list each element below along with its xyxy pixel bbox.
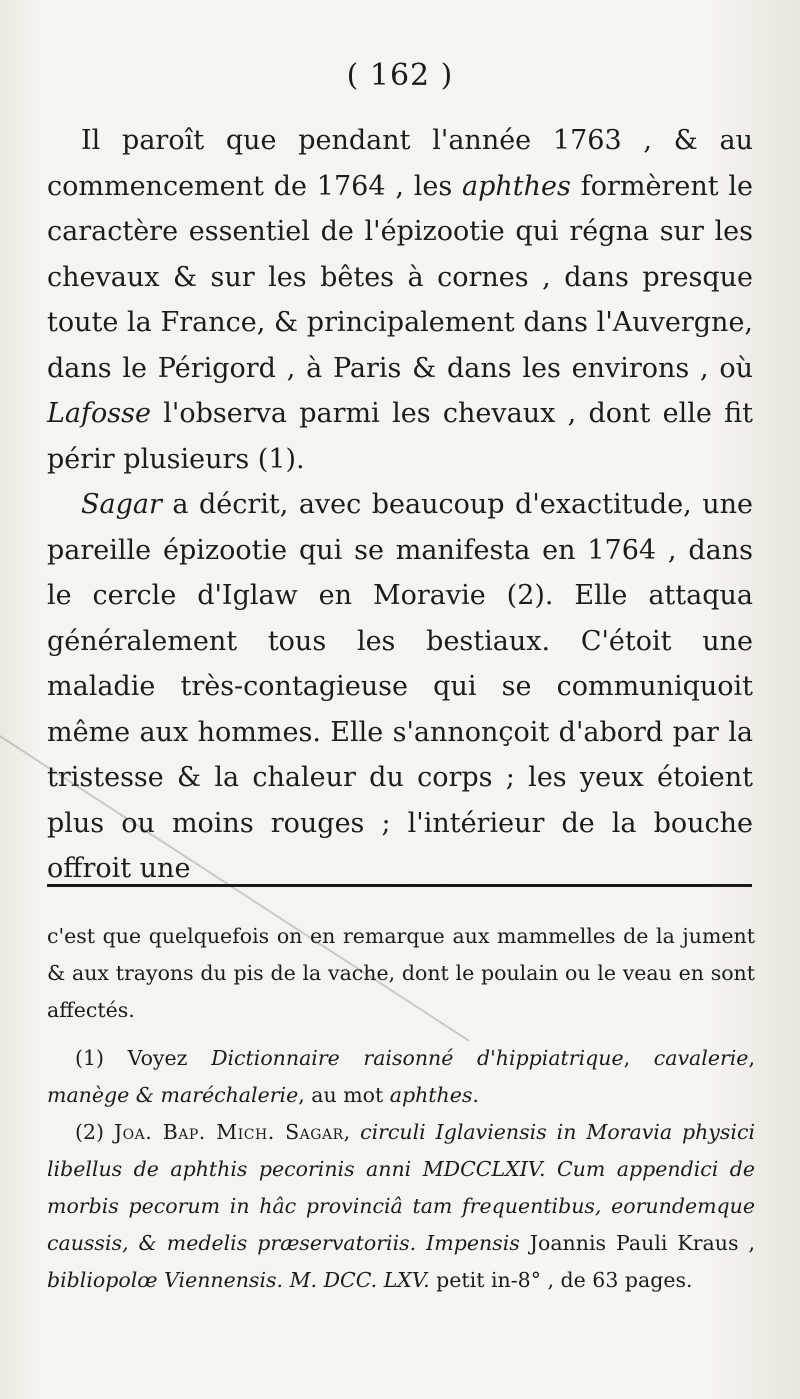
footnote-rule — [47, 884, 752, 887]
italic-run: Sagar — [81, 489, 162, 520]
text-run: formèrent le caractère essentiel de l'épizootie qui régna sur les chevaux & sur les bêtes à cornes , dans presque toute la France, & principalement dans l'Auvergne, dans le Périgord , à Paris & dans les environs , où — [47, 170, 754, 384]
footnote-2 — [47, 1114, 755, 1299]
footnote-1 — [47, 1040, 755, 1114]
small-caps-run: Joa. Bap. Mich. Sagar — [113, 1120, 344, 1144]
text-run: , — [748, 1046, 755, 1070]
italic-run: manège & maréchalerie — [47, 1083, 299, 1107]
main-text — [47, 118, 753, 892]
text-run: , — [623, 1046, 654, 1070]
text-run: , — [343, 1120, 361, 1144]
italic-run: bibliopolœ Viennensis. M. DCC. LXV. — [47, 1268, 430, 1292]
text-run: (1) Voyez — [75, 1046, 212, 1070]
italic-run: aphthes — [462, 170, 571, 202]
paragraph-2 — [47, 482, 753, 892]
page-number: ( 162 ) — [346, 58, 454, 93]
text-run: , au mot — [298, 1083, 390, 1107]
text-run: . — [472, 1083, 479, 1107]
text-run: l'observa parmi les chevaux , dont elle fit périr plusieurs (1). — [47, 398, 753, 475]
text-run: petit in-8° , de 63 pages. — [429, 1268, 693, 1292]
italic-run: aphthes — [389, 1083, 473, 1107]
italic-run: cavalerie — [653, 1046, 749, 1070]
text-run: (2) — [75, 1120, 114, 1144]
italic-run: Lafosse — [47, 398, 151, 429]
text-run: Il paroît que pendant l'année 1763 , & au commencement de 1764 , les — [47, 125, 753, 202]
text-run: a décrit, avec beaucoup d'exactitude, une pareille épizootie qui se manifesta en 1764 , dans le cercle d'Iglaw en Moravie (2). Elle attaqua généralement tous les bestiaux. C'étoit une maladie très-contagieuse qui se communiquoit même aux hommes. Elle s'annonçoit d'abord par la tristesse & la chaleur du corps ; les yeux étoient plus ou moins rouges ; l'intérieur de la bouche offroit une — [47, 489, 753, 884]
footnotes — [47, 1040, 755, 1299]
italic-run: Dictionnaire raisonné d'hippiatrique — [211, 1046, 624, 1070]
footnote-continuation: c'est que quelquefois on en remarque aux mammelles de la jument & aux trayons du pis de la vache, dont le poulain ou le veau en sont affectés. — [47, 924, 755, 1022]
text-run: Joannis Pauli Kraus , — [519, 1231, 755, 1255]
italic-run: circuli Iglaviensis in Moravia physici libellus de aphthis pecorinis anni MDCCLXIV. Cum appendici de morbis pecorum in hâc provinciâ tam frequentibus, eorundemque caussis, & medelis præservatoriis. Impensis — [47, 1120, 755, 1255]
paragraph-1 — [47, 118, 753, 482]
